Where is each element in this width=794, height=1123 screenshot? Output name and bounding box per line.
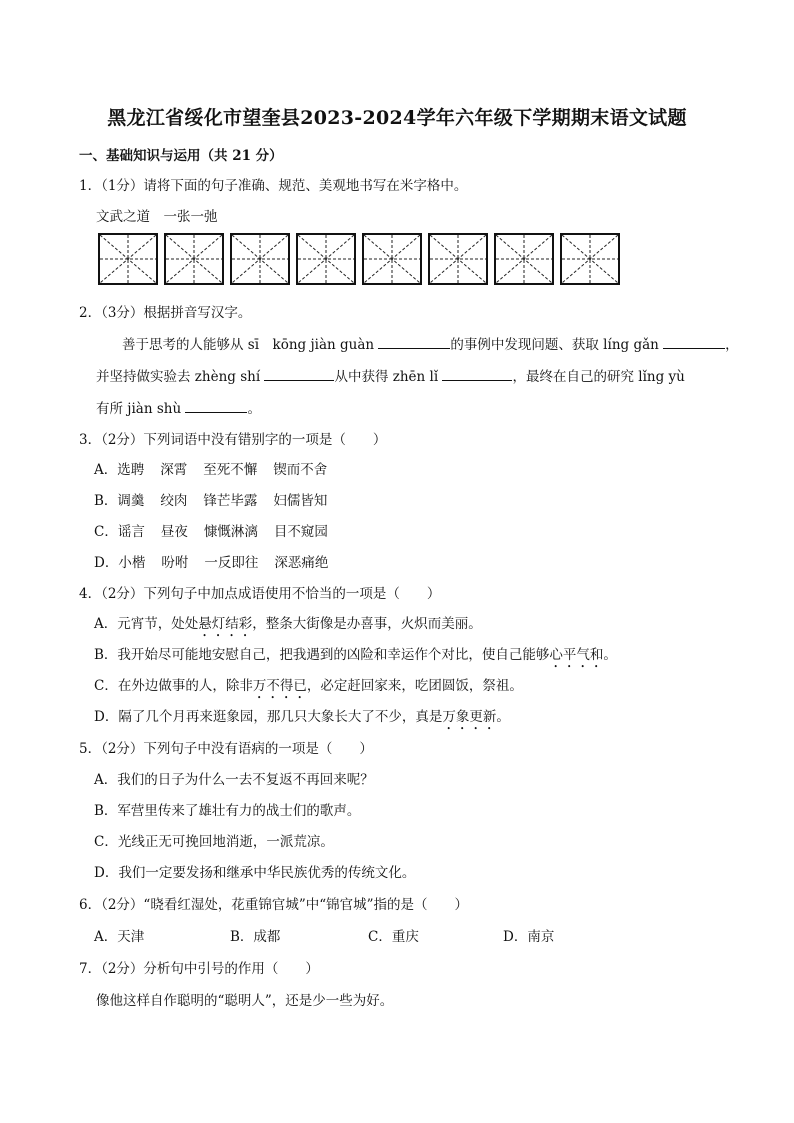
- q2-stem: 2．（3分）根据拼音写汉字。: [79, 305, 252, 321]
- writing-grid: [98, 233, 628, 289]
- q4-option-b[interactable]: B．我开始尽可能地安慰自己，把我遇到的凶险和幸运作个对比，使自己能够心平气和。: [94, 647, 617, 663]
- dotted-idiom: 心平气和: [549, 647, 604, 663]
- q6-option-a[interactable]: A．天津: [94, 929, 145, 945]
- q3-option-d[interactable]: D．小楷 吩咐 一反即往 深恶痛绝: [94, 555, 329, 571]
- q2-text: 善于思考的人能够从 sī kōng jiàn guàn: [122, 337, 375, 353]
- q6-option-b[interactable]: B．成都: [230, 929, 281, 945]
- q2-text: ，最终在自己的研究 lǐng yù: [512, 369, 685, 385]
- page-title: 黑龙江省绥化市望奎县2023-2024学年六年级下学期期末语文试题: [107, 107, 687, 129]
- answer-blank[interactable]: [378, 336, 450, 349]
- q3-option-b[interactable]: B．调羹 绞肉 锋芒毕露 妇儒皆知: [94, 493, 328, 509]
- mizi-grid-cell[interactable]: [230, 233, 290, 285]
- q4-option-a[interactable]: A．元宵节，处处悬灯结彩，整条大街像是办喜事，火炽而美丽。: [94, 616, 482, 632]
- q1-text: 文武之道 一张一弛: [96, 209, 218, 225]
- q5-option-d[interactable]: D．我们一定要发扬和继承中华民族优秀的传统文化。: [94, 865, 416, 881]
- q5-option-b[interactable]: B．军营里传来了雄壮有力的战士们的歌声。: [94, 803, 361, 819]
- q4-option-c[interactable]: C．在外边做事的人，除非万不得已，必定赶回家来，吃团圆饭，祭祖。: [94, 678, 523, 694]
- q4-option-d[interactable]: D．隔了几个月再来逛象园，那几只大象长大了不少，真是万象更新。: [94, 709, 510, 725]
- q2-text: 并坚持做实验去 zhèng shí: [96, 369, 261, 385]
- q3-stem: 3．（2分）下列词语中没有错别字的一项是（ ）: [79, 432, 387, 448]
- q4-stem: 4．（2分）下列句子中加点成语使用不恰当的一项是（ ）: [79, 586, 441, 602]
- q2-text: 从中获得 zhēn lǐ: [334, 369, 439, 385]
- dotted-idiom: 万象更新: [442, 709, 497, 725]
- q2-line-2: [96, 365, 685, 385]
- answer-blank[interactable]: [663, 336, 725, 349]
- dotted-idiom: 悬灯结彩: [198, 616, 253, 632]
- dotted-idiom: 万不得已: [252, 678, 307, 694]
- q6-option-d[interactable]: D．南京: [503, 929, 555, 945]
- q7-text: 像他这样自作聪明的“聪明人”，还是少一些为好。: [96, 993, 394, 1009]
- q5-option-c[interactable]: C．光线正无可挽回地消逝，一派荒凉。: [94, 834, 334, 850]
- q2-text: 有所 jiàn shù: [96, 401, 182, 417]
- answer-blank[interactable]: [264, 368, 334, 381]
- q7-stem: 7．（2分）分析句中引号的作用（ ）: [79, 961, 319, 977]
- section-heading: 一、基础知识与运用（共 21 分）: [79, 148, 283, 164]
- q2-line-3: [96, 397, 261, 417]
- q1-stem: 1．（1分）请将下面的句子准确、规范、美观地书写在米字格中。: [79, 178, 468, 194]
- q2-line-1: [122, 333, 739, 353]
- q6-stem: 6．（2分）“晓看红湿处，花重锦官城”中“锦官城”指的是（ ）: [79, 897, 469, 913]
- answer-blank[interactable]: [442, 368, 512, 381]
- q3-option-a[interactable]: A．选聘 深霄 至死不懈 锲而不舍: [94, 462, 328, 478]
- mizi-grid-cell[interactable]: [428, 233, 488, 285]
- q6-option-c[interactable]: C．重庆: [368, 929, 419, 945]
- q5-option-a[interactable]: A．我们的日子为什么一去不复返不再回来呢？: [94, 772, 374, 788]
- mizi-grid-cell[interactable]: [296, 233, 356, 285]
- q3-option-c[interactable]: C．谣言 昼夜 慷慨淋漓 目不窥园: [94, 524, 328, 540]
- answer-blank[interactable]: [185, 400, 247, 413]
- q2-text: 。: [247, 401, 261, 417]
- q2-text: ，: [725, 337, 739, 353]
- mizi-grid-cell[interactable]: [362, 233, 422, 285]
- mizi-grid-cell[interactable]: [494, 233, 554, 285]
- q2-text: 的事例中发现问题、获取 líng gǎn: [450, 337, 659, 353]
- mizi-grid-cell[interactable]: [98, 233, 158, 285]
- q5-stem: 5．（2分）下列句子中没有语病的一项是（ ）: [79, 741, 373, 757]
- mizi-grid-cell[interactable]: [560, 233, 620, 285]
- mizi-grid-cell[interactable]: [164, 233, 224, 285]
